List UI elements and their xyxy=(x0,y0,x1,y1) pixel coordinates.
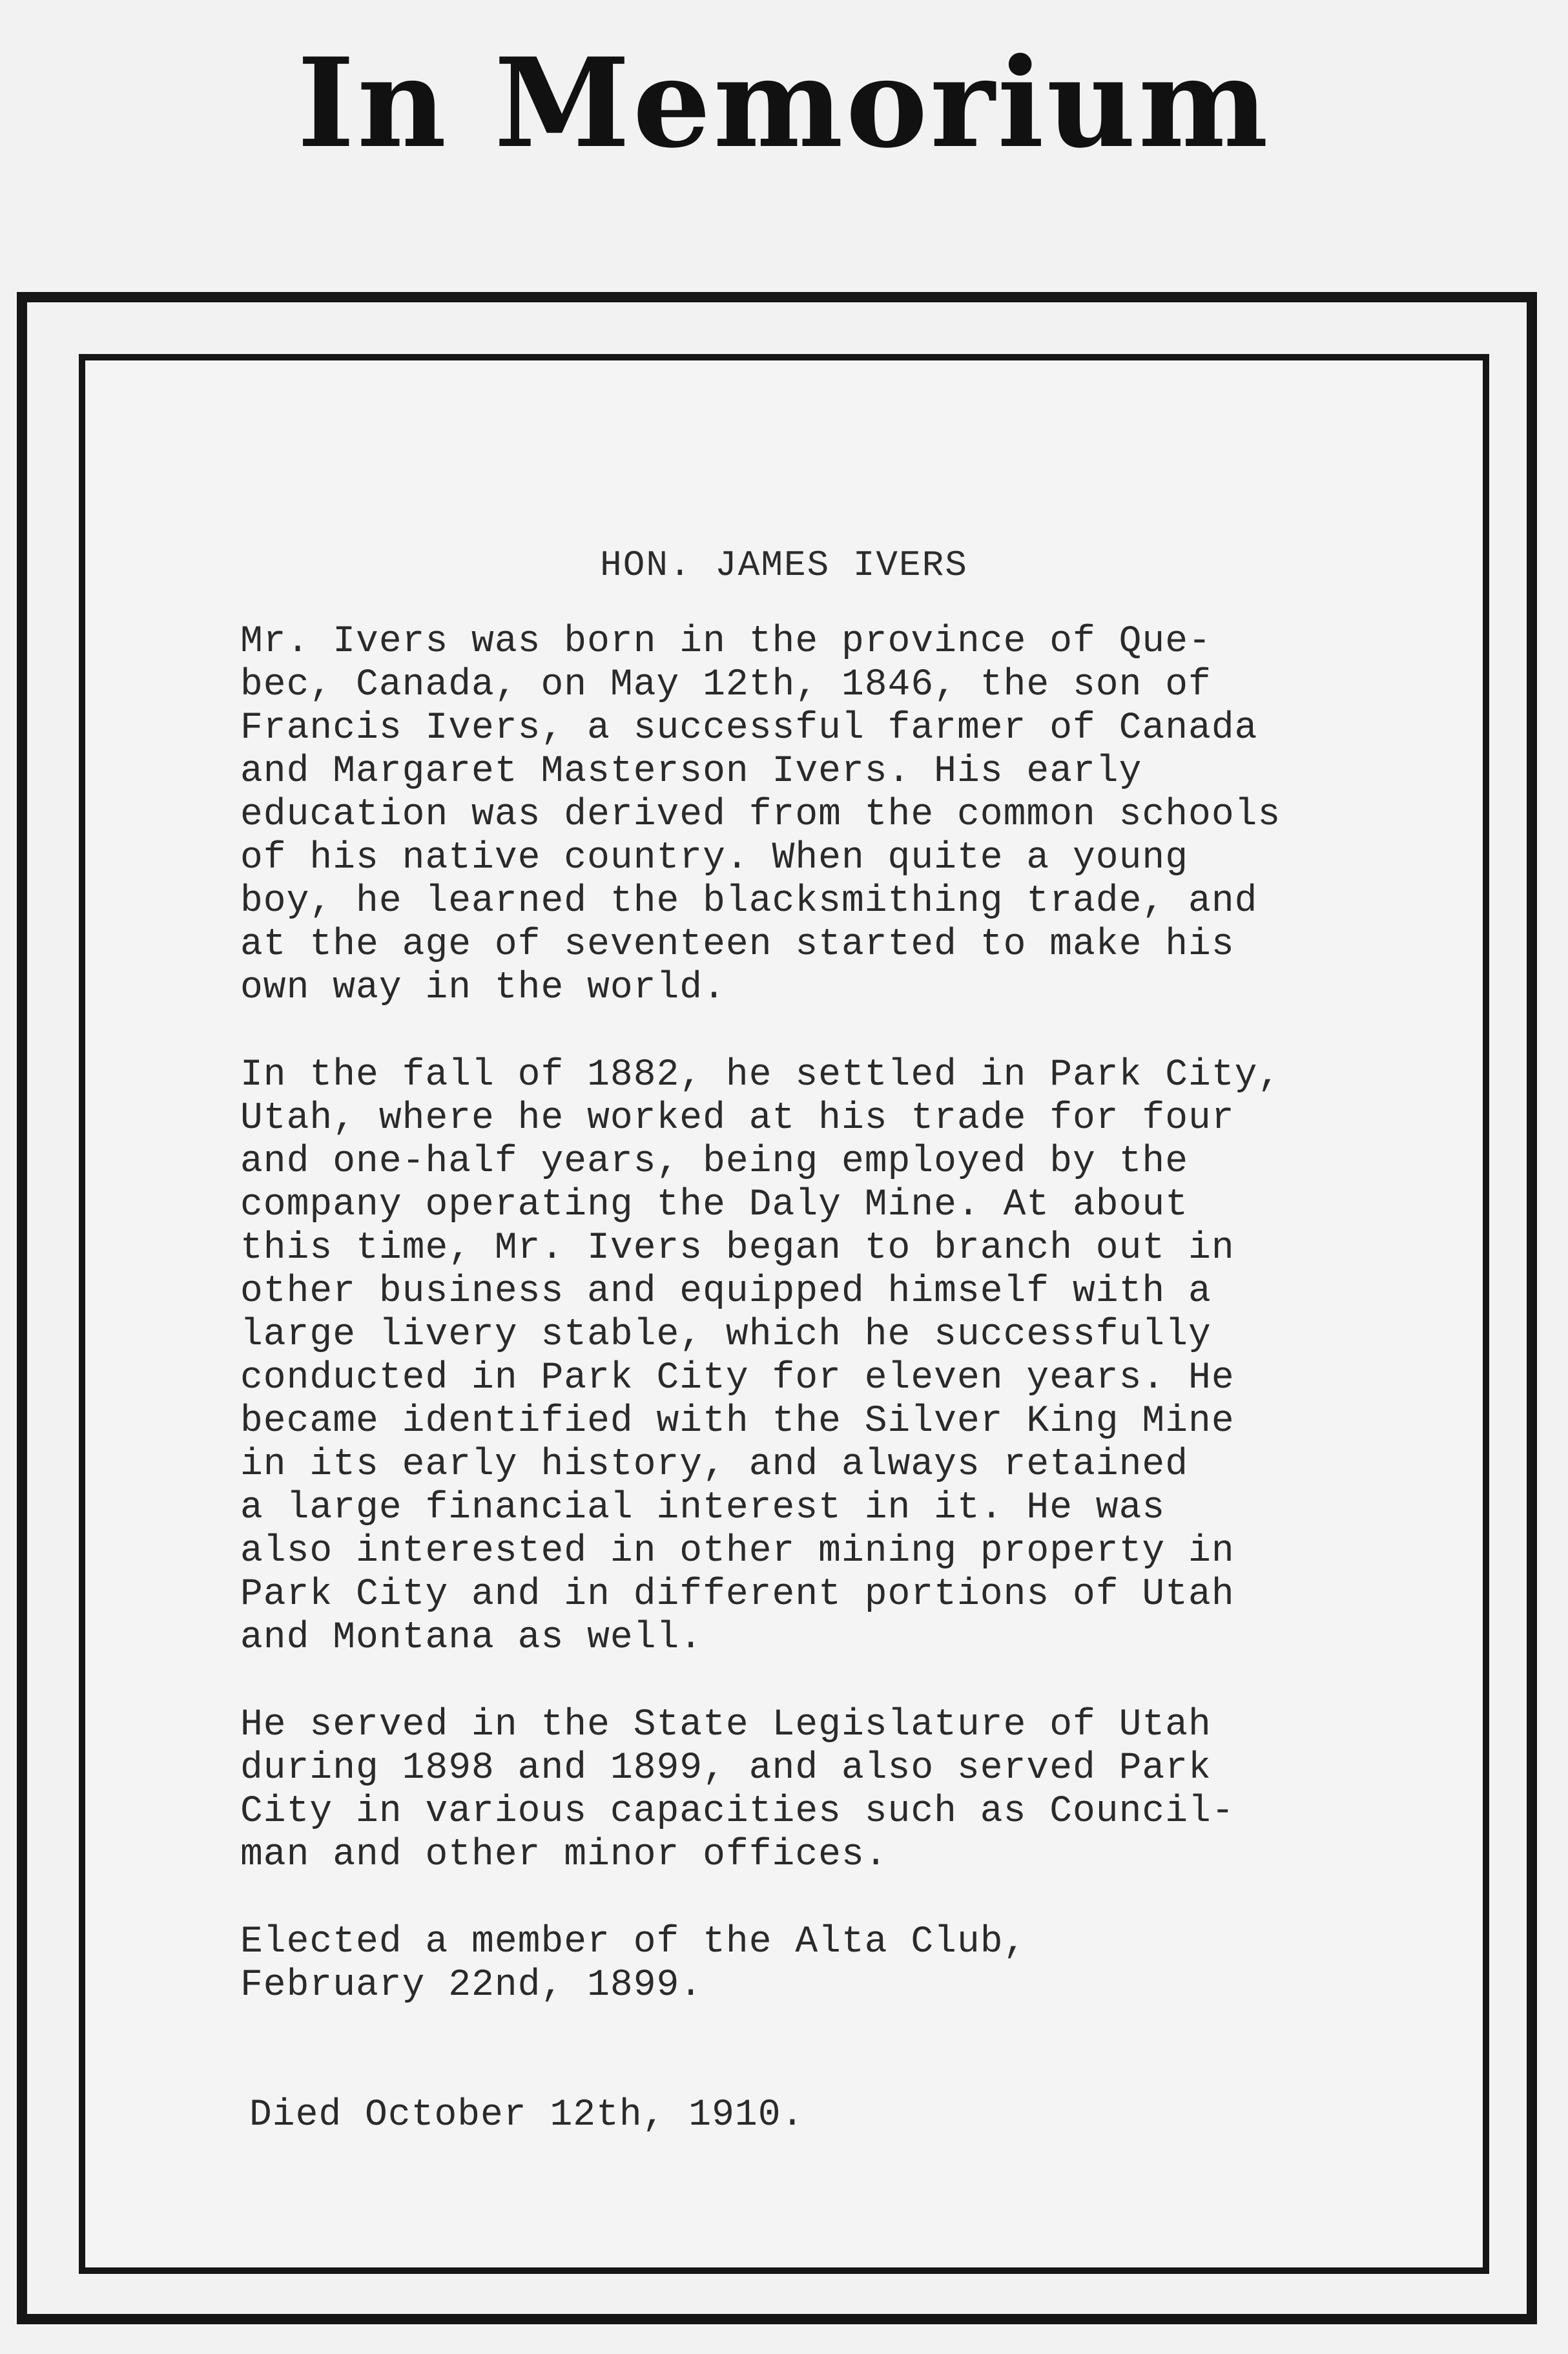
career-paragraph: In the fall of 1882, he settled in Park City, Utah, where he worked at his trade for four and one-half years, being employed by the company operating the Daly Mine. At about this time, Mr. Ivers began to branch out in other business and equipped himself with a large livery stable, which he successfully conducted in Park City for eleven years. He became identified with the Silver King Mine in its early history, and always retained a large financial interest in it. He was also interested in other mining property in Park City and in different portions of Utah and Montana as well. xyxy=(240,1054,1281,1659)
death-date: Died October 12th, 1910. xyxy=(249,2094,805,2136)
biography-paragraph: Mr. Ivers was born in the province of Que- bec, Canada, on May 12th, 1846, the son of Francis Ivers, a successful farmer of Canada and Margaret Masterson Ivers. His early education was derived from the common schools of his native country. When quite a young boy, he learned the blacksmithing trade, and at the age of seventeen started to make his own way in the world. xyxy=(240,621,1281,1009)
club-membership-paragraph: Elected a member of the Alta Club, February 22nd, 1899. xyxy=(240,1921,1027,2006)
memorial-body xyxy=(240,620,1416,2007)
memorial-heading: In Memorium xyxy=(297,31,1271,175)
memorial-title: HON. JAMES IVERS xyxy=(600,545,968,586)
public-service-paragraph: He served in the State Legislature of Utah during 1898 and 1899, and also served Park City in various capacities such as Council- man and other minor offices. xyxy=(240,1704,1235,1876)
